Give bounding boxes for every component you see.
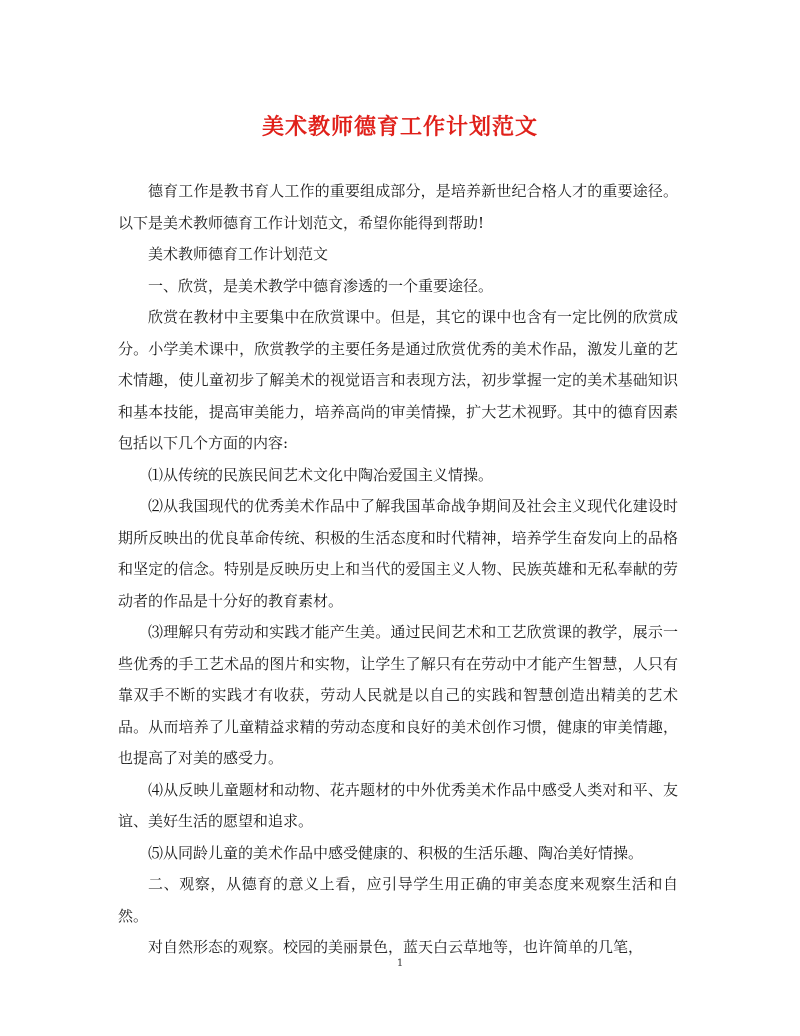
subtitle-paragraph: 美术教师德育工作计划范文 xyxy=(148,245,329,263)
document-body xyxy=(118,176,678,964)
document-title: 美术教师德育工作计划范文 xyxy=(261,114,538,140)
section-heading-observation: 二、观察，从德育的意义上看，应引导学生用正确的审美态度来观察生活和自然。 xyxy=(118,875,678,925)
list-item-5: ⑸从同龄儿童的美术作品中感受健康的、积极的生活乐趣、陶冶美好情操。 xyxy=(148,843,644,862)
intro-paragraph: 德育工作是教书育人工作的重要组成部分，是培养新世纪合格人才的重要途径。以下是美术教师德育工作计划范文，希望你能得到帮助! xyxy=(118,182,678,232)
list-item-4: ⑷从反映儿童题材和动物、花卉题材的中外优秀美术作品中感受人类对和平、友谊、美好生活的愿望和追求。 xyxy=(118,780,678,830)
appreciation-paragraph: 欣赏在教材中主要集中在欣赏课中。但是，其它的课中也含有一定比例的欣赏成分。小学美术课中，欣赏教学的主要任务是通过欣赏优秀的美术作品，激发儿童的艺术情趣，使儿童初步了解美术的视觉语言和表现方法，初步掌握一定的美术基础知识和基本技能，提高审美能力，培养高尚的审美情操，扩大艺术视野。其中的德育因素包括以下几个方面的内容: xyxy=(118,308,678,452)
list-item-2: ⑵从我国现代的优秀美术作品中了解我国革命战争期间及社会主义现代化建设时期所反映出的优良革命传统、积极的生活态度和时代精神，培养学生奋发向上的品格和坚定的信念。特别是反映历史上和当代的爱国主义人物、民族英雄和无私奉献的劳动者的作品是十分好的教育素材。 xyxy=(118,497,678,610)
list-item-3: ⑶理解只有劳动和实践才能产生美。通过民间艺术和工艺欣赏课的教学，展示一些优秀的手工艺术品的图片和实物，让学生了解只有在劳动中才能产生智慧，人只有靠双手不断的实践才有收获，劳动人民就是以自己的实践和智慧创造出精美的艺术品。从而培养了儿童精益求精的劳动态度和良好的美术创作习惯，健康的审美情趣，也提高了对美的感受力。 xyxy=(118,623,678,767)
list-item-1: ⑴从传统的民族民间艺术文化中陶冶爱国主义情操。 xyxy=(148,465,494,484)
observation-paragraph: 对自然形态的观察。校园的美丽景色，蓝天白云草地等，也许简单的几笔， xyxy=(148,938,644,956)
page-number: 1 xyxy=(396,958,404,969)
section-heading-appreciation: 一、欣赏，是美术教学中德育渗透的一个重要途径。 xyxy=(148,276,494,295)
